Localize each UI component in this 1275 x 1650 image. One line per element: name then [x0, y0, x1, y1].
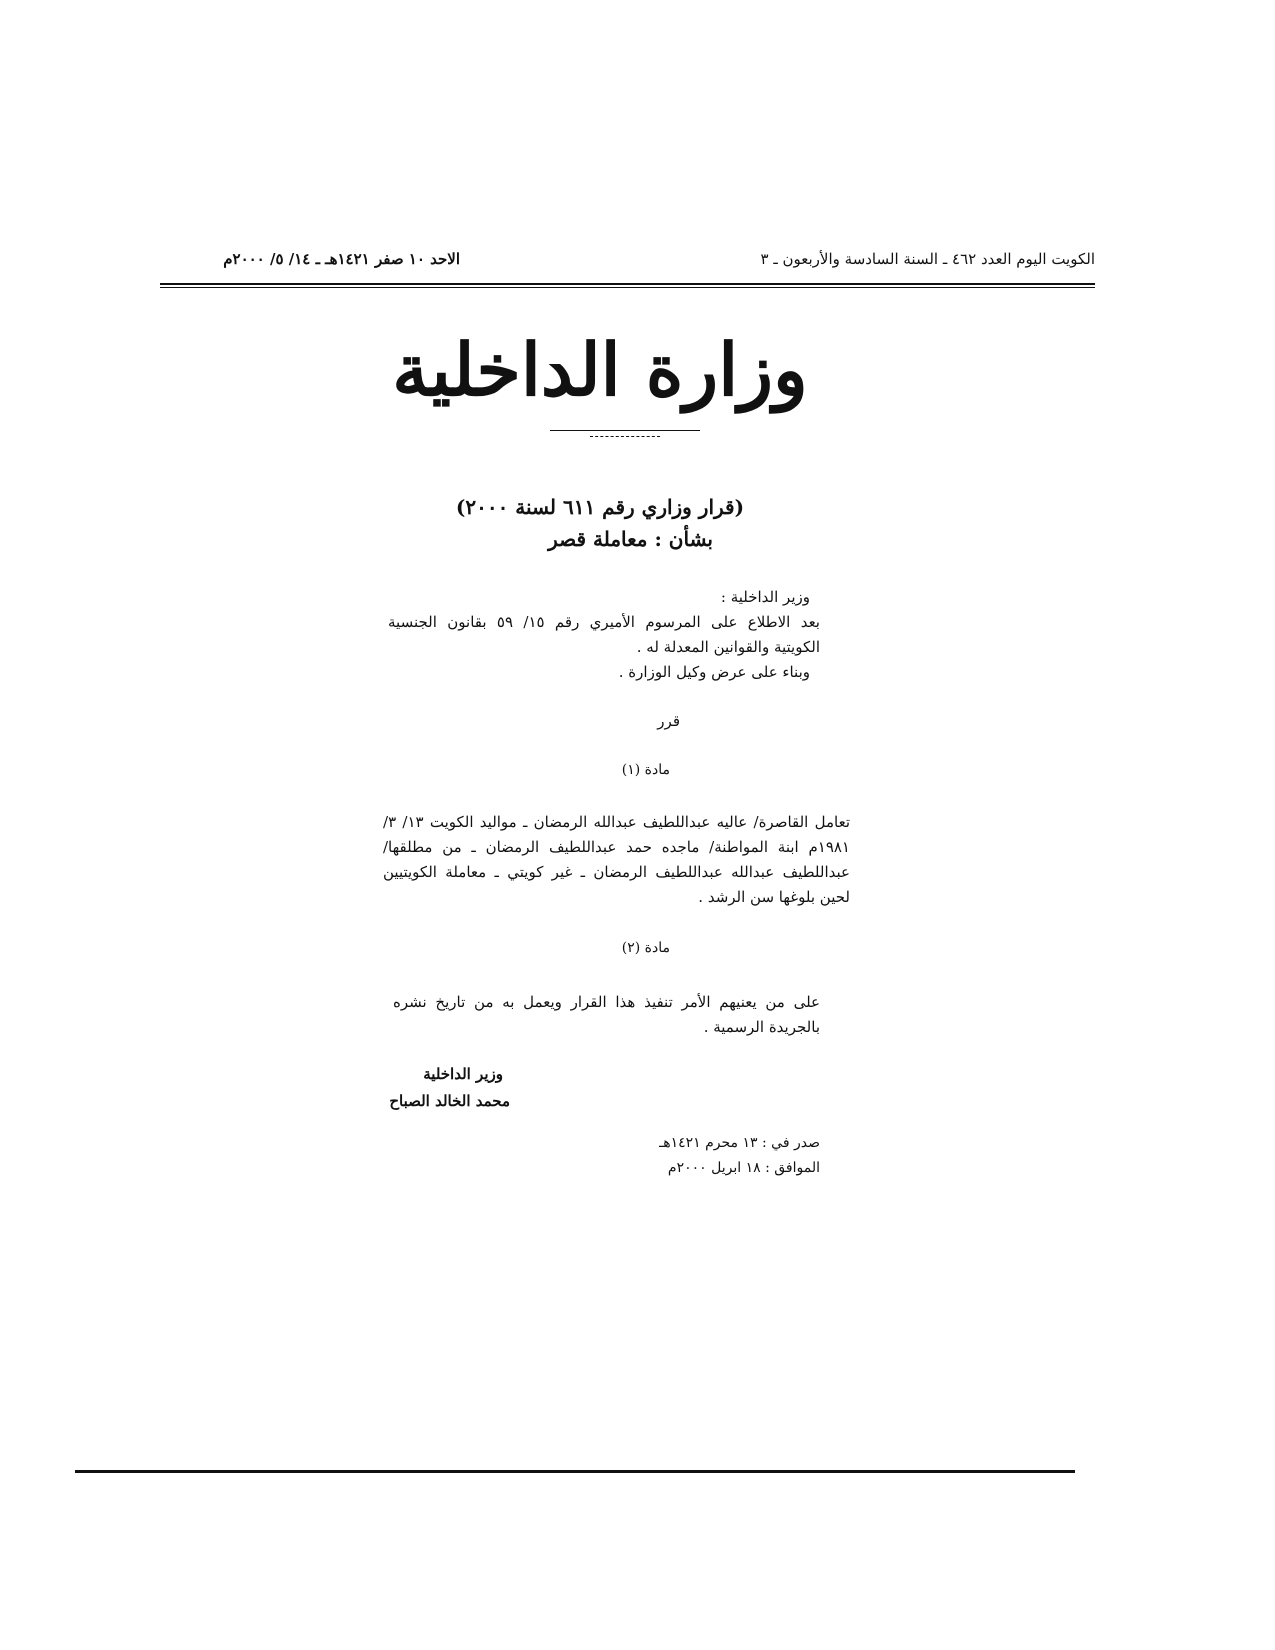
article-1-heading: مادة (١): [621, 762, 670, 778]
ornament-line: [550, 430, 700, 431]
header-divider: [160, 283, 1095, 288]
footer-divider: [75, 1470, 1075, 1473]
ornament-dashes: [590, 436, 660, 437]
preamble-minister: وزير الداخلية :: [720, 588, 810, 606]
issued-gregorian-date: الموافق : ١٨ ابريل ٢٠٠٠م: [667, 1160, 820, 1176]
signature-name: محمد الخالد الصباح: [389, 1092, 510, 1110]
issued-hijri-date: صدر في : ١٣ محرم ١٤٢١هـ: [659, 1135, 820, 1151]
article-2-body: على من يعنيهم الأمر تنفيذ هذا القرار ويعمل به من تاريخ نشره بالجريدة الرسمية .: [393, 993, 820, 1036]
preamble-reference: بعد الاطلاع على المرسوم الأميري رقم ١٥/ ٥٩ بقانون الجنسية الكويتية والقوانين المعدلة له .: [388, 613, 820, 656]
article-2-heading: مادة (٢): [621, 940, 670, 956]
header-date: الاحد ١٠ صفر ١٤٢١هـ ـ ١٤/ ٥/ ٢٠٠٠م: [223, 250, 460, 268]
ministry-title: وزارة الداخلية: [392, 327, 808, 412]
article-1-body: تعامل القاصرة/ عاليه عبداللطيف عبدالله الرمضان ـ مواليد الكويت ١٣/ ٣/ ١٩٨١م ابنة المواطنة/ ماجده حمد عبداللطيف الرمضان ـ من مطلقها/ عبداللطيف عبدالله عبداللطيف الرمضان ـ غير كويتي ـ معاملة الكويتيين لحين بلوغها سن الرشد .: [383, 813, 850, 906]
signature-title: وزير الداخلية: [423, 1065, 503, 1083]
preamble-proposal: وبناء على عرض وكيل الوزارة .: [618, 663, 810, 681]
decision-title: (قرار وزاري رقم ٦١١ لسنة ٢٠٠٠): [455, 495, 745, 519]
decision-subject: بشأن : معاملة قصر: [548, 527, 713, 551]
resolved-heading: قرر: [657, 712, 680, 730]
header-issue-info: الكويت اليوم العدد ٤٦٢ ـ السنة السادسة والأربعون ـ ٣: [760, 250, 1095, 268]
